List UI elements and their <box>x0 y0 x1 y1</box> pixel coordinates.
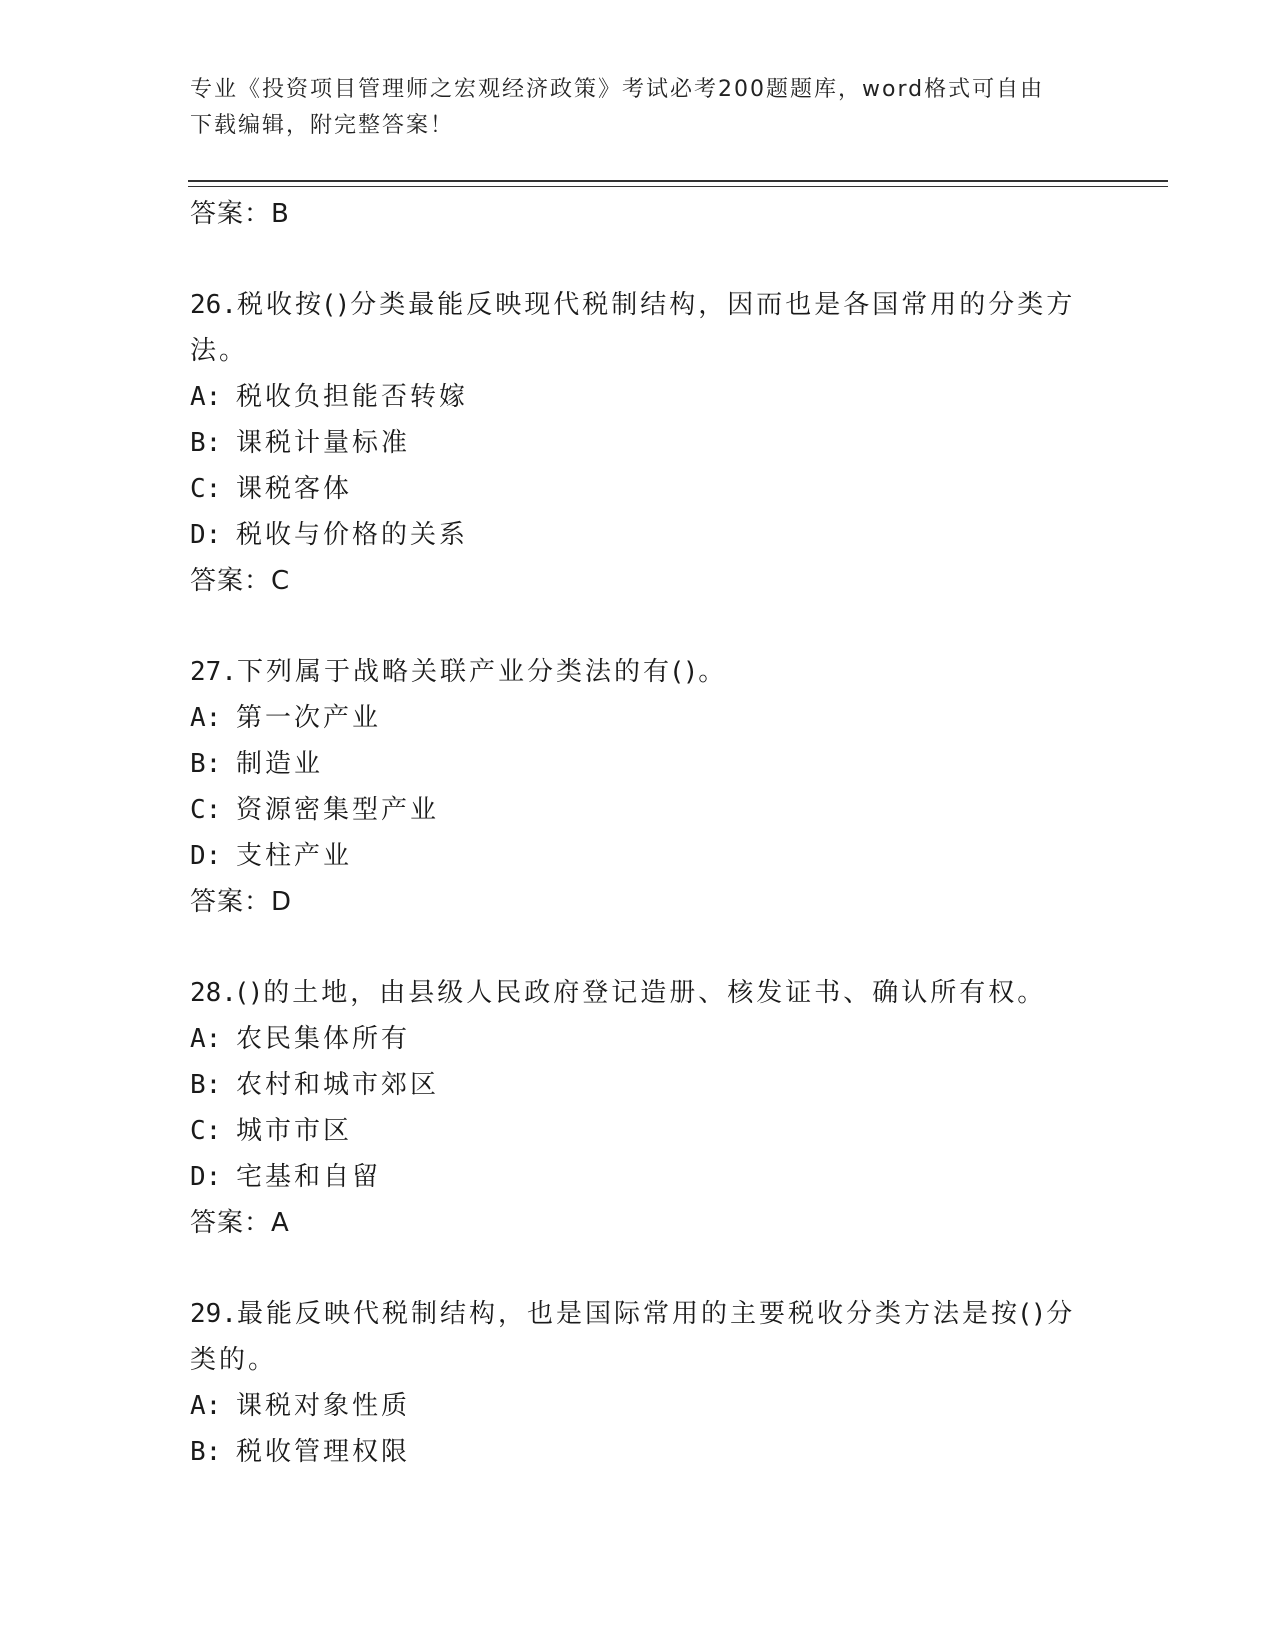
option-d <box>190 512 1090 558</box>
option-letter: B: <box>190 1070 222 1100</box>
header-divider-thick <box>188 180 1168 182</box>
option-d <box>190 1154 1090 1200</box>
question-stem <box>190 282 1090 328</box>
option-letter: B: <box>190 1437 222 1467</box>
option-text: 支柱产业 <box>236 841 353 871</box>
option-letter: B: <box>190 749 222 779</box>
document-header <box>190 72 1090 144</box>
question-stem <box>190 970 1090 1016</box>
answer-line: 答案：C <box>190 566 291 596</box>
question-block <box>190 970 1090 1246</box>
option-text: 制造业 <box>236 749 324 779</box>
question-number: 26. <box>190 290 237 320</box>
question-text-line-2: 类的。 <box>190 1345 278 1375</box>
option-text: 课税对象性质 <box>236 1391 411 1421</box>
option-c <box>190 1108 1090 1154</box>
option-b <box>190 1062 1090 1108</box>
answer-line: 答案：A <box>190 1208 290 1238</box>
question-text-line-1: 税收按()分类最能反映现代税制结构，因而也是各国常用的分类方 <box>236 290 1076 320</box>
question-stem <box>190 649 1090 695</box>
document-body <box>190 191 1090 1475</box>
question-block <box>190 649 1090 925</box>
option-a <box>190 374 1090 420</box>
spacer <box>190 237 1090 282</box>
option-letter: A: <box>190 703 222 733</box>
option-text: 课税客体 <box>236 474 353 504</box>
question-block <box>190 1291 1090 1475</box>
option-letter: A: <box>190 1024 222 1054</box>
option-c <box>190 466 1090 512</box>
option-text: 农村和城市郊区 <box>236 1070 440 1100</box>
option-a <box>190 695 1090 741</box>
header-line-1: 专业《投资项目管理师之宏观经济政策》考试必考200题题库，word格式可自由 <box>190 77 1045 102</box>
question-stem <box>190 1291 1090 1337</box>
option-letter: D: <box>190 841 222 871</box>
option-b <box>190 741 1090 787</box>
option-letter: A: <box>190 1391 222 1421</box>
option-letter: C: <box>190 474 222 504</box>
option-d <box>190 833 1090 879</box>
option-a <box>190 1383 1090 1429</box>
option-text: 第一次产业 <box>236 703 382 733</box>
option-a <box>190 1016 1090 1062</box>
spacer <box>190 604 1090 649</box>
header-line-2: 下载编辑，附完整答案！ <box>190 113 455 138</box>
question-text-line-2: 法。 <box>190 336 249 366</box>
question-number: 28. <box>190 978 237 1008</box>
option-letter: C: <box>190 1116 222 1146</box>
header-divider-thin <box>188 186 1168 187</box>
option-letter: D: <box>190 1162 222 1192</box>
option-text: 税收管理权限 <box>236 1437 411 1467</box>
option-text: 税收负担能否转嫁 <box>236 382 469 412</box>
option-b <box>190 1429 1090 1475</box>
option-text: 农民集体所有 <box>236 1024 411 1054</box>
question-number: 27. <box>190 657 237 687</box>
option-text: 税收与价格的关系 <box>236 520 469 550</box>
spacer <box>190 1246 1090 1291</box>
option-c <box>190 787 1090 833</box>
option-letter: B: <box>190 428 222 458</box>
answer-line: 答案：B <box>190 199 290 229</box>
option-text: 宅基和自留 <box>236 1162 382 1192</box>
option-text: 资源密集型产业 <box>236 795 440 825</box>
spacer <box>190 925 1090 970</box>
option-text: 城市市区 <box>236 1116 353 1146</box>
question-number: 29. <box>190 1299 237 1329</box>
question-block <box>190 282 1090 604</box>
question-text-line-1: 下列属于战略关联产业分类法的有()。 <box>236 657 728 687</box>
option-letter: D: <box>190 520 222 550</box>
option-b <box>190 420 1090 466</box>
answer-line: 答案：D <box>190 887 293 917</box>
option-letter: C: <box>190 795 222 825</box>
question-text-line-1: ()的土地，由县级人民政府登记造册、核发证书、确认所有权。 <box>236 978 1047 1008</box>
question-text-line-1: 最能反映代税制结构，也是国际常用的主要税收分类方法是按()分 <box>236 1299 1076 1329</box>
option-letter: A: <box>190 382 222 412</box>
option-text: 课税计量标准 <box>236 428 411 458</box>
